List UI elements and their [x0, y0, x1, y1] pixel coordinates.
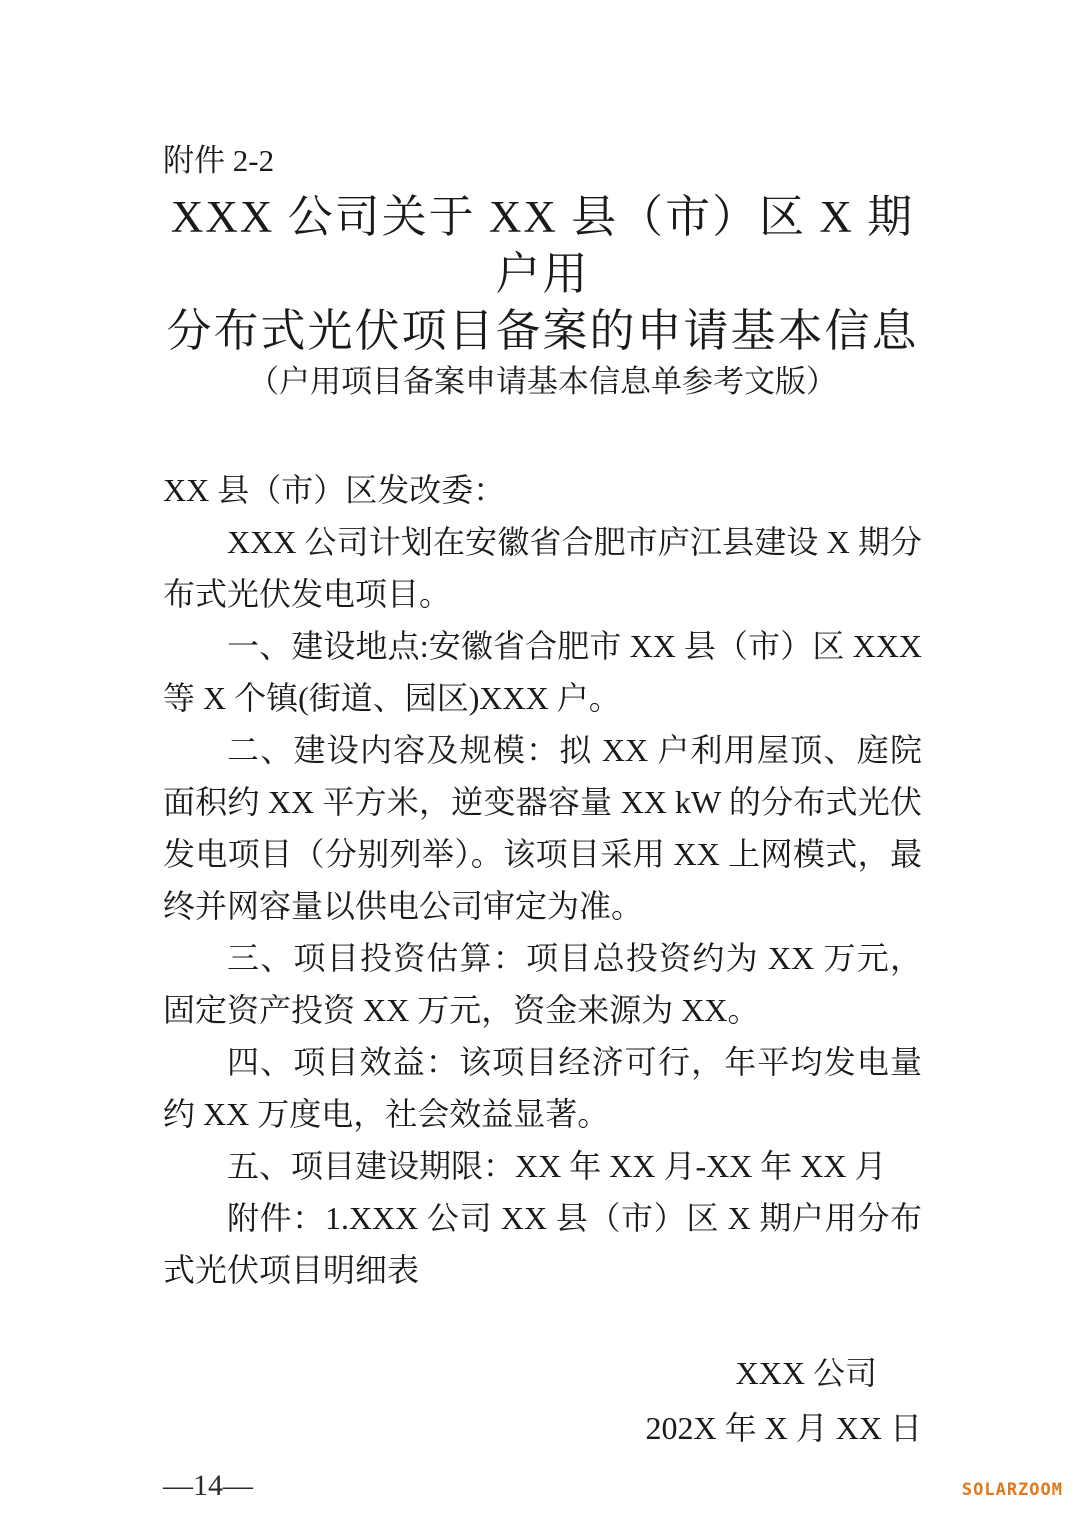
paragraph-attachment-list: 附件：1.XXX 公司 XX 县（市）区 X 期户用分布式光伏项目明细表: [163, 1200, 922, 1288]
document-subtitle: （户用项目备案申请基本信息单参考文版）: [248, 364, 837, 399]
signature-company: XXX 公司: [735, 1355, 877, 1391]
document-title-line2: 分布式光伏项目备案的申请基本信息: [166, 306, 919, 356]
solarzoom-watermark: SOLARZOOM: [961, 1480, 1063, 1500]
attachment-label: 附件 2-2: [163, 143, 275, 178]
page-number: —14—: [163, 1469, 253, 1502]
paragraph-construction-location: 一、建设地点:安徽省合肥市 XX 县（市）区 XXX 等 X 个镇(街道、园区)XXX 户。: [163, 628, 922, 716]
paragraph-investment-estimate: 三、项目投资估算：项目总投资约为 XX 万元，固定资产投资 XX 万元，资金来源为 XX。: [163, 940, 922, 1028]
paragraph-construction-content-scale: 二、建设内容及规模：拟 XX 户利用屋顶、庭院面积约 XX 平方米，逆变器容量 XX kW 的分布式光伏发电项目（分别列举）。该项目采用 XX 上网模式，最终并网容量以供电公司审定为准。: [163, 732, 922, 924]
document-title-line1: XXX 公司关于 XX 县（市）区 X 期户用: [170, 192, 915, 299]
paragraph-construction-period: 五、项目建设期限：XX 年 XX 月-XX 年 XX 月: [227, 1148, 887, 1184]
document-title: [163, 189, 922, 360]
paragraph-project-benefit: 四、项目效益：该项目经济可行，年平均发电量约 XX 万度电，社会效益显著。: [163, 1044, 922, 1132]
signature-block: [163, 1346, 922, 1456]
paragraph-project-overview: XXX 公司计划在安徽省合肥市庐江县建设 X 期分布式光伏发电项目。: [163, 524, 922, 612]
salutation: XX 县（市）区发改委：: [163, 472, 506, 508]
signature-date: 202X 年 X 月 XX 日: [645, 1410, 922, 1446]
